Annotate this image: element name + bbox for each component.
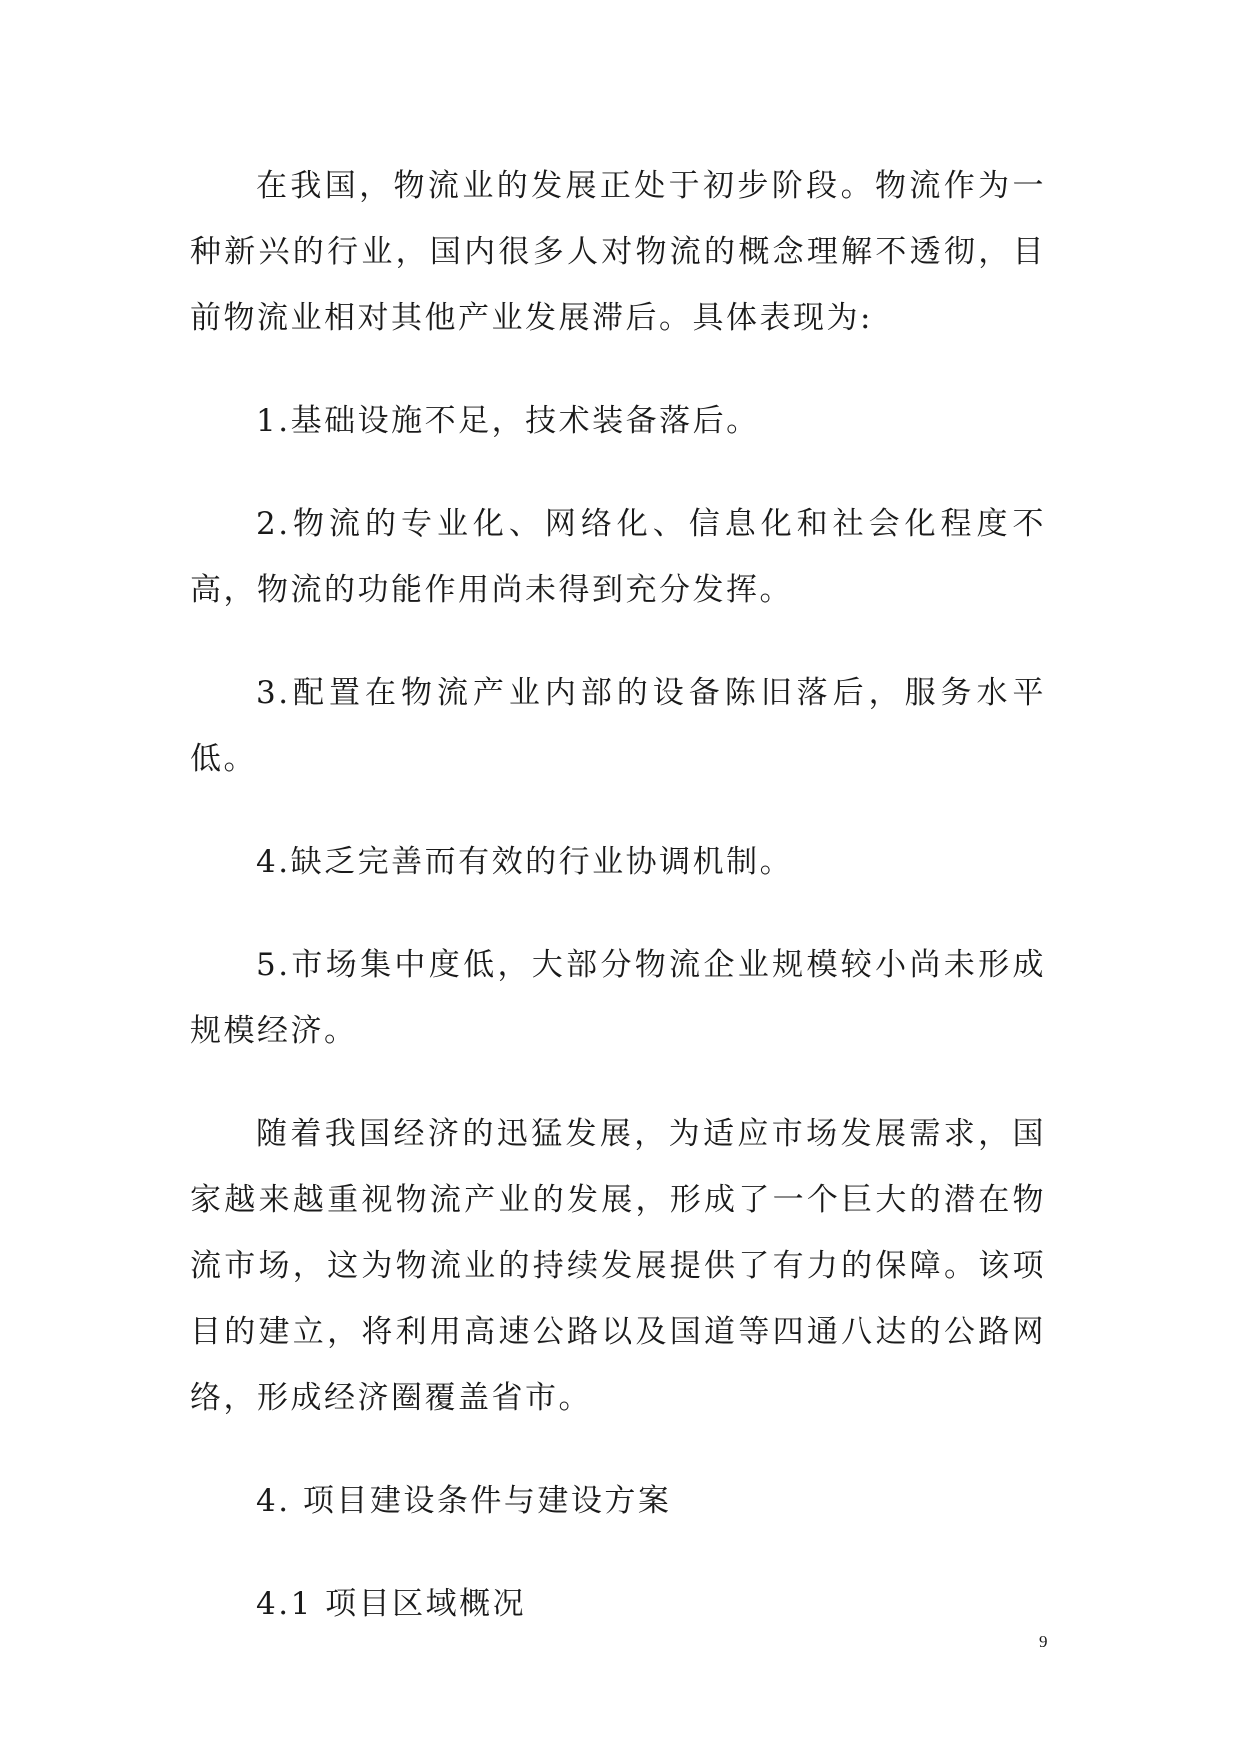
- list-item-5: 5.市场集中度低，大部分物流企业规模较小尚未形成规模经济。: [190, 947, 1046, 1049]
- paragraph-economic-development: 随着我国经济的迅猛发展，为适应市场发展需求，国家越来越重视物流产业的发展，形成了一个巨大的潜在物流市场，这为物流业的持续发展提供了有力的保障。该项目的建立，将利用高速公路以及国道等四通八达的公路网络，形成经济圈覆盖省市。: [190, 1116, 1046, 1416]
- page-body: [190, 153, 1046, 1637]
- section-heading: 4. 项目建设条件与建设方案: [256, 1483, 672, 1519]
- list-item-1: 1.基础设施不足，技术装备落后。: [256, 403, 760, 439]
- list-item-2: 2.物流的专业化、网络化、信息化和社会化程度不高，物流的功能作用尚未得到充分发挥。: [190, 506, 1046, 608]
- paragraph-logistics-overview: 在我国，物流业的发展正处于初步阶段。物流作为一种新兴的行业，国内很多人对物流的概念理解不透彻，目前物流业相对其他产业发展滞后。具体表现为:: [190, 168, 1046, 336]
- list-item-3: 3.配置在物流产业内部的设备陈旧落后，服务水平低。: [190, 675, 1046, 777]
- subsection-heading: 4.1 项目区域概况: [256, 1586, 527, 1622]
- page-number: 9: [1039, 1632, 1048, 1651]
- list-item-4: 4.缺乏完善而有效的行业协调机制。: [256, 844, 794, 880]
